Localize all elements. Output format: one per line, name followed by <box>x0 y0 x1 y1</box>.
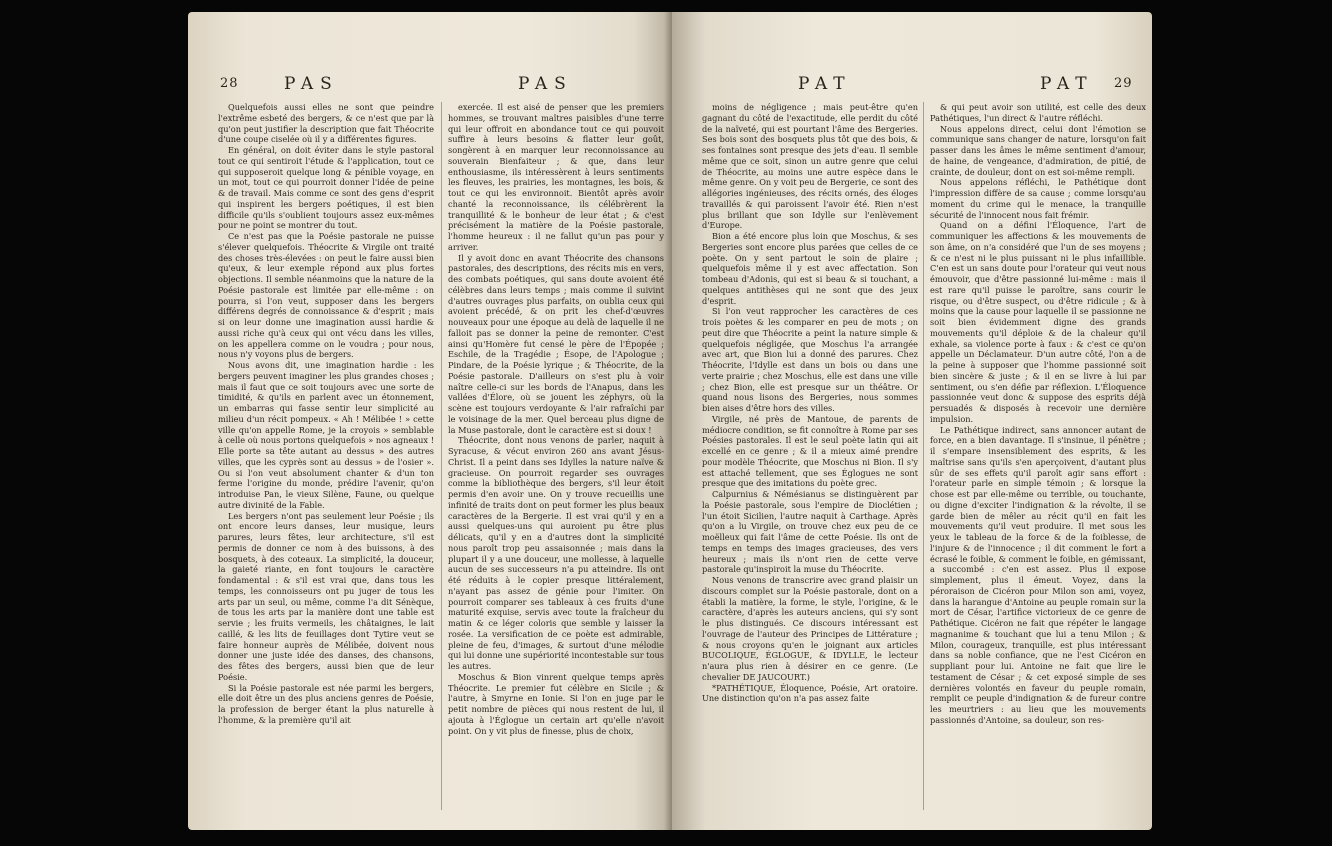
paragraph: Ce n'est pas que la Poésie pastorale ne puisse s'élever quelquefois. Théocrite & Virgile ont traité des choses très-élevées : on peut le faire aussi bien qu'eux, & leur exemple répond aux plus fortes objections. Il semble néanmoins que la nature de la Poésie pastorale est limitée par elle-même : on pourra, si l'on veut, supposer dans les bergers différens degrés de connoissance & d'esprit ; mais si on leur donne une imagination aussi hardie & aussi riche qu'à ceux qui ont vécu dans les villes, on les appellera comme on le voudra ; pour nous, nous n'y voyons plus de bergers. <box>218 231 434 360</box>
paragraph: exercée. Il est aisé de penser que les premiers hommes, se trouvant maîtres paisibles d'une terre qui leur offroit en abondance tout ce qui pouvoit suffire à leurs besoins & flatter leur goût, songèrent à en marquer leur reconnoissance au souverain Bienfaiteur ; & que, dans leur enthousiasme, ils intéressèrent à leurs sentiments les fleuves, les prairies, les montagnes, les bois, & tout ce qui les environnoit. Bientôt après avoir chanté la reconnoissance, ils célébrèrent la tranquillité & le bonheur de leur état ; & c'est précisément la matière de la Poésie pastorale, l'homme heureux : il ne fallut qu'un pas pour y arriver. <box>448 102 664 252</box>
left-header-word-2: PAS <box>518 74 573 94</box>
left-page <box>188 12 672 830</box>
paragraph: Théocrite, dont nous venons de parler, naquit à Syracuse, & vécut environ 260 ans avant Jésus-Christ. Il a peint dans ses Idylles la nature naïve & gracieuse. On pourroit regarder ses ouvrages comme la bibliothèque des bergers, s'il leur étoit permis d'en avoir une. On y trouve recueillis une infinité de traits dont on peut former les plus beaux caractères de la Bergerie. Il est vrai qu'il y en a aussi quelques-uns qui auroient pu être plus délicats, qu'il y en a d'autres dont la simplicité nous paroît trop peu assaisonnée ; mais dans la plupart il y a une douceur, une mollesse, à laquelle aucun de ses successeurs n'a pu atteindre. Ils ont été réduits à le copier presque littéralement, n'ayant pas assez de génie pour l'imiter. On pourroit comparer ses tableaux à ces fruits d'une maturité exquise, servis avec toute la fraîcheur du matin & ce léger coloris que semble y laisser la rosée. La versification de ce poète est admirable, pleine de feu, d'images, & surtout d'une mélodie qui lui donne une supériorité incontestable sur tous les autres. <box>448 435 664 671</box>
paragraph: & qui peut avoir son utilité, est celle des deux Pathétiques, l'un direct & l'autre réfléchi. <box>930 102 1146 123</box>
left-page-column-1 <box>218 102 434 822</box>
paragraph: Bion a été encore plus loin que Moschus, & ses Bergeries sont encore plus parées que celles de ce poète. On y sent partout le soin de plaire ; quelquefois même il y est avec affectation. Son tombeau d'Adonis, qui est si beau & si touchant, a quelques antithèses qui ne sont que des jeux d'esprit. <box>702 231 918 306</box>
paragraph: Virgile, né près de Mantoue, de parents de médiocre condition, se fit connoître à Rome par ses Poésies pastorales. Il est le seul poète latin qui ait excellé en ce genre ; & il a mieux aimé prendre pour modèle Théocrite, que Moschus ni Bion. Il s'y est attaché tellement, que ses Églogues ne sont presque que des imitations du poète grec. <box>702 413 918 489</box>
left-page-column-2 <box>448 102 664 822</box>
right-page <box>672 12 1152 830</box>
paragraph: Nous appelons direct, celui dont l'émotion se communique sans changer de nature, lorsqu'on fait passer dans les âmes le même sentiment d'amour, de haine, de vengeance, d'admiration, de pitié, de crainte, de douleur, dont on est soi-même rempli. <box>930 123 1146 177</box>
column-divider <box>441 102 442 810</box>
right-page-column-1 <box>702 102 918 822</box>
paragraph: Il y avoit donc en avant Théocrite des chansons pastorales, des descriptions, des récits mis en vers, des combats poétiques, qui sans doute avoient été célèbres dans leurs temps ; mais comme il suivint d'autres ouvrages plus parfaits, on oublia ceux qui avoient précédé, & on prit les chef-d'œuvres nouveaux pour une époque au delà de laquelle il ne falloit pas se donner la peine de remonter. C'est ainsi qu'Homère fut censé le père de l'Épopée ; Eschile, de la Tragédie ; Ésope, de l'Apologue ; Pindare, de la Poésie lyrique ; & Théocrite, de la Poésie pastorale. D'ailleurs on s'est plu à voir naître celle-ci sur les bords de l'Anapus, dans les vallées d'Élore, où se jouent les zéphyrs, où la scène est toujours verdoyante & l'air rafraîchi par le voisinage de la mer. Quel berceau plus digne de la Muse pastorale, dont le caractère est si doux ! <box>448 252 664 435</box>
left-page-header <box>188 74 672 96</box>
right-page-header <box>672 74 1152 96</box>
paragraph: Calpurnius & Némésianus se distinguèrent par la Poésie pastorale, sous l'empire de Dioclétien ; l'un étoit Sicilien, l'autre naquit à Carthage. Après qu'on a lu Virgile, on trouve chez eux peu de ce moëlleux qui fait l'âme de cette Poésie. Ils ont de temps en temps des images gracieuses, des vers heureux ; mais ils n'ont rien de cette verve pastorale qu'inspiroit la muse du Théocrite. <box>702 489 918 575</box>
right-page-number: 29 <box>1114 76 1133 91</box>
column-divider <box>923 102 924 810</box>
paragraph: moins de négligence ; mais peut-être qu'en gagnant du côté de l'exactitude, elle perdit du côté de la naïveté, qui est pourtant l'âme des Bergeries. Ses bois sont des bosquets plus tôt que des bois, & ses fontaines sont presque des jets d'eau. Il semble même que ce soit, sinon un autre genre que celui de Théocrite, au moins une autre espèce dans le même genre. On y voit peu de Bergerie, ce sont des allégories ingénieuses, des récits ornés, des éloges travaillés & qui paroissent l'avoir été. Rien n'est plus brillant que son Idylle sur l'enlèvement d'Europe. <box>702 102 918 231</box>
paragraph: Quelquefois aussi elles ne sont que peindre l'extrême esbeté des bergers, & ce n'est que par là qu'on peut justifier la description que fait Théocrite d'une coupe ciselée où il y a différentes figures. <box>218 102 434 145</box>
left-header-word-1: PAS <box>284 74 339 94</box>
right-header-word-1: PAT <box>798 74 852 94</box>
paragraph: Nous avons dit, une imagination hardie : les bergers peuvent imaginer les plus grandes choses ; mais il faut que ce soit toujours avec une sorte de timidité, & qu'ils en parlent avec un étonnement, un embarras qui fasse sentir leur simplicité au milieu d'un récit pompeux. « Ah ! Mélibée ! » cette ville qu'on appelle Rome, je la croyois » semblable à celle où nous portons quelquefois » nos agneaux ! Elle porte sa tête autant au dessus » des autres villes, que les cyprès sont au dessus » de l'osier ». Ou si l'on veut absolument chanter & d'un ton ferme l'origine du monde, prédire l'avenir, qu'on introduise Pan, le vieux Silène, Faune, ou quelque autre divinité de la Fable. <box>218 360 434 510</box>
paragraph: Quand on a défini l'Éloquence, l'art de communiquer les affections & les mouvements de son âme, on n'a considéré que l'un de ses moyens ; & ce n'est ni le plus puissant ni le plus infaillible. C'en est un sans doute pour l'orateur qui veut nous émouvoir, que d'être passionné lui-même : mais il est rare qu'il puisse le paroître, sans courir le risque, ou d'être suspect, ou d'être ridicule ; & à moins que la cause pour laquelle il se passionne ne soit bien évidemment digne des grands mouvements qu'il déploie & de la chaleur qu'il exhale, sa violence porte à faux : & c'est ce qu'on appelle un Déclamateur. D'un autre côté, l'on a de la peine à supposer que l'homme passionné soit bien sincère & juste ; & il en se livre à lui par sentiment, ou s'en défie par réflexion. L'Éloquence passionnée veut donc & suppose des esprits déjà persuadés & disposés à recevoir une dernière impulsion. <box>930 220 1146 424</box>
paragraph: *PATHÉTIQUE, Éloquence, Poésie, Art oratoire. Une distinction qu'on n'a pas assez faite <box>702 682 918 704</box>
right-page-column-2 <box>930 102 1146 822</box>
paragraph: Le Pathétique indirect, sans annoncer autant de force, en a bien davantage. Il s'insinue, il pénètre ; il s'empare insensiblement des esprits, & les maîtrise sans qu'ils s'en aperçoivent, d'autant plus sûr de ses effets qu'il paroît agir sans effort : l'orateur parle en simple témoin ; & lorsque la chose est par elle-même ou terrible, ou touchante, ou digne d'exciter l'indignation & la révolte, il se garde bien de mêler au récit qu'il en fait les mouvements qu'il veut produire. Il met sous les yeux le tableau de la force & de la foiblesse, de l'injure & de l'innocence ; il dit comment le fort a écrasé le foible, & comment le foible, en gémissant, a succombé : c'en est assez. Plus il expose simplement, plus il émeut. Voyez, dans la péroraison de Cicéron pour Milon son ami, voyez, dans la harangue d'Antoine au peuple romain sur la mort de César, l'artifice victorieux de ce genre de Pathétique. Cicéron ne fait que répéter le langage magnanime & touchant que lui a tenu Milon ; & Milon, courageux, tranquille, est plus intéressant dans sa noble confiance, que ne l'est Cicéron en suppliant pour lui. Antoine ne fait que lire le testament de César ; & cet exposé simple de ses dernières volontés en faveur du peuple romain, remplit ce peuple d'indignation & de fureur contre les meurtriers : au lieu que les mouvements passionnés d'Antoine, sa douleur, son res- <box>930 424 1146 725</box>
left-page-number: 28 <box>220 76 239 91</box>
paragraph: Moschus & Bion vinrent quelque temps après Théocrite. Le premier fut célèbre en Sicile ; & l'autre, à Smyrne en Ionie. Si l'on en juge par le petit nombre de pièces qui nous restent de lui, il ajouta à l'Églogue un certain art qu'elle n'avoit point. On y vit plus de finesse, plus de choix, <box>448 671 664 736</box>
paragraph: Les bergers n'ont pas seulement leur Poésie ; ils ont encore leurs danses, leur musique, leurs parures, leurs fêtes, leur architecture, s'il est permis de donner ce nom à des buissons, à des bosquets, à des coteaux. La simplicité, la douceur, la gaieté riante, en font toujours le caractère fondamental : & s'il est vrai que, dans tous les temps, les connoisseurs ont pu juger de tous les arts par un seul, ou même, comme l'a dit Sénèque, de tous les arts par la manière dont une table est servie ; les fruits vermeils, les châtaignes, le lait caillé, & les lits de feuillages dont Tytire veut se faire honneur auprès de Mélibée, doivent nous donner une juste idée des danses, des chansons, des fêtes des bergers, aussi bien que de leur Poésie. <box>218 510 434 682</box>
right-header-word-2: PAT <box>1040 74 1094 94</box>
paragraph: Si la Poésie pastorale est née parmi les bergers, elle doit être un des plus anciens genres de Poésie, la profession de berger étant la plus naturelle à l'homme, & la première qu'il ait <box>218 682 434 725</box>
paragraph: En général, on doit éviter dans le style pastoral tout ce qui sentiroit l'étude & l'application, tout ce qui supposeroit quelque long & pénible voyage, en un mot, tout ce qui pourroit donner l'idée de peine & de travail. Mais comme ce sont des gens d'esprit qui inspirent les bergers poétiques, il est bien difficile qu'ils s'oublient toujours assez eux-mêmes pour ne point se montrer du tout. <box>218 145 434 231</box>
paragraph: Nous venons de transcrire avec grand plaisir un discours complet sur la Poésie pastorale, dont on a établi la matière, la forme, le style, l'origine, & le caractère, d'après les auteurs anciens, qui s'y sont le plus distingués. Ce discours intéressant est l'ouvrage de l'auteur des Principes de Littérature ; & nous croyons qu'en le joignant aux articles BUCOLIQUE, ÉGLOGUE, & IDYLLE, le lecteur n'aura plus rien à désirer en ce genre. (Le chevalier DE JAUCOURT.) <box>702 575 918 682</box>
paragraph: Si l'on veut rapprocher les caractères de ces trois poètes & les comparer en peu de mots ; on peut dire que Théocrite a peint la nature simple & quelquefois négligée, que Moschus l'a arrangée avec art, que Bion lui a donné des parures. Chez Théocrite, l'Idylle est dans un bois ou dans une verte prairie ; chez Moschus, elle est dans une ville ; chez Bion, elle est presque sur un théâtre. Or quand nous lisons des Bergeries, nous sommes bien aises d'être hors des villes. <box>702 306 918 413</box>
paragraph: Nous appelons réfléchi, le Pathétique dont l'impression diffère de sa cause ; comme lorsqu'au moment du crime qui le menace, la tranquille sécurité de l'innocent nous fait frémir. <box>930 177 1146 220</box>
